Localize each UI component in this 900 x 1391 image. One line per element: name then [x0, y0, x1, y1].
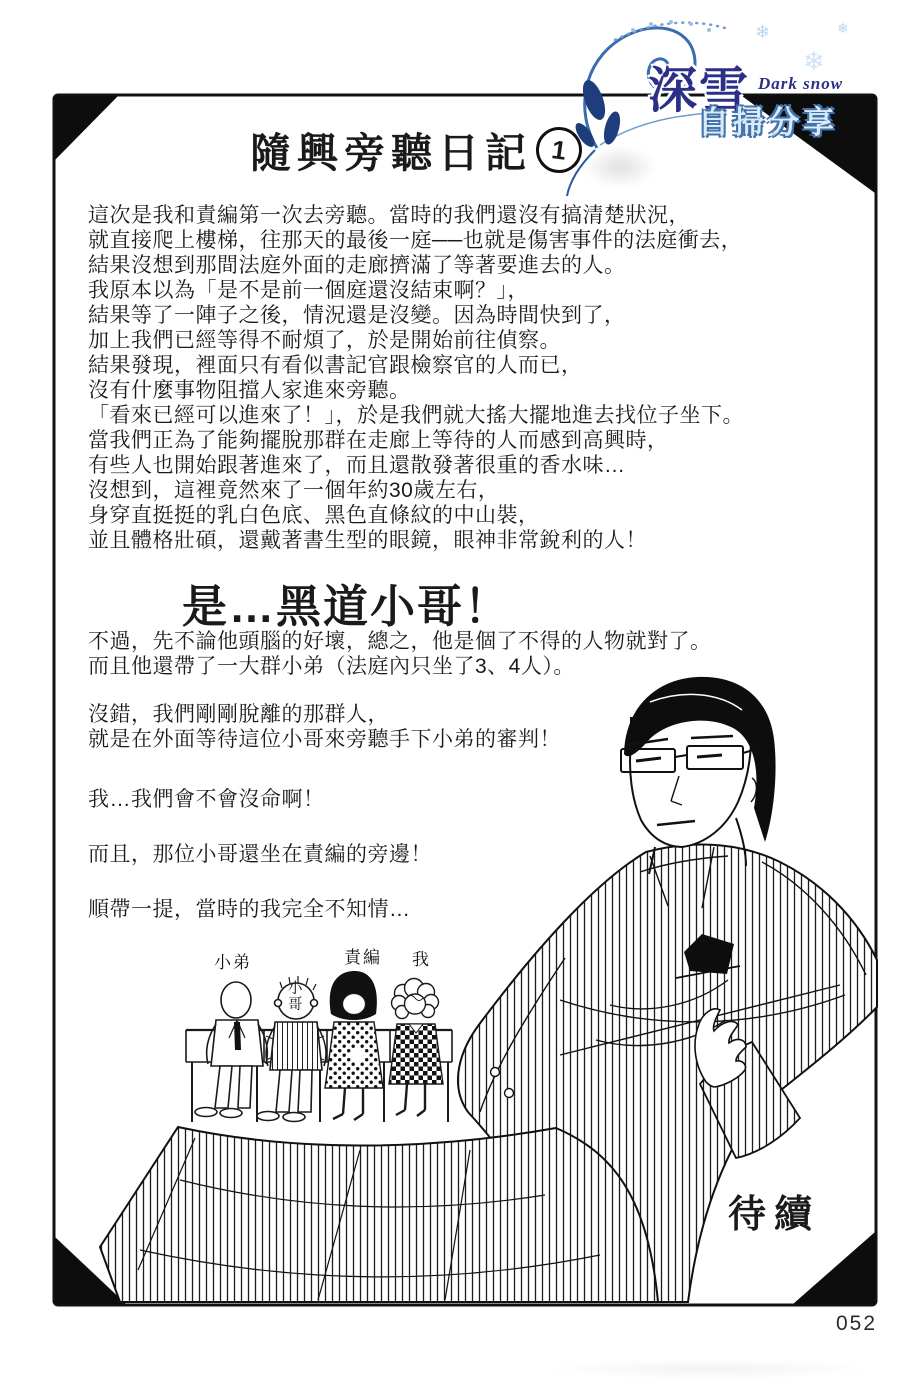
diary-line: 而且他還帶了一大群小弟（法庭內只坐了3、4人）。 [88, 655, 575, 678]
diary-paragraph-2 [88, 629, 712, 679]
diary-line: 結果等了一陣子之後，情況還是沒變。因為時間快到了， [88, 304, 626, 327]
diary-paragraph-5: 而且，那位小哥還坐在責編的旁邊！ [88, 843, 432, 866]
crossed-leg [100, 1127, 658, 1302]
label-boss-char2: 哥 [288, 997, 303, 1013]
diary-line: 沒想到，這裡竟然來了一個年約30歲左右， [88, 479, 500, 502]
label-author: 我 [412, 950, 429, 969]
corner-triangle-bottom-right [793, 1232, 875, 1304]
diary-line: 就是在外面等待這位小哥來旁聽手下小弟的審判！ [88, 728, 561, 751]
diary-line: 結果發現，裡面只有看似書記官跟檢察官的人而已， [88, 354, 583, 377]
figure-author [389, 979, 443, 1117]
corner-triangle-top-left [55, 96, 118, 160]
watermark-group-name-english: Dark snow [758, 74, 844, 93]
label-editor: 責編 [344, 948, 382, 967]
diary-headline: 是…黑道小哥！ [182, 581, 512, 632]
snowflake-icon: ❄ [803, 46, 825, 76]
label-boss-char1: 小 [288, 981, 303, 997]
diary-line: 結果沒想到那間法庭外面的走廊擠滿了等著要進去的人。 [88, 254, 626, 277]
to-be-continued-label: 待續 [728, 1194, 821, 1236]
page-title [250, 120, 582, 179]
title-episode-number: 1 [533, 124, 585, 176]
diary-line: 不過，先不論他頭腦的好壞，總之，他是個了不得的人物就對了。 [88, 630, 712, 653]
figure-editor [325, 971, 383, 1120]
watermark-tagline: 自掃分享 [698, 105, 838, 140]
snowflake-icon: ❄ [837, 20, 849, 36]
diary-paragraph-1 [88, 203, 744, 553]
diary-paragraph-6: 順帶一提，當時的我完全不知情… [88, 898, 411, 921]
diary-line: 沒有什麼事物阻擋人家進來旁聽。 [88, 379, 411, 402]
label-junior: 小弟 [214, 953, 252, 972]
snowflake-icon: ❄ [755, 22, 771, 42]
diary-line: 沒錯，我們剛剛脫離的那群人， [88, 703, 389, 726]
diary-line: 「看來已經可以進來了！」，於是我們就大搖大擺地進去找位子坐下。 [88, 404, 744, 427]
diary-line: 有些人也開始跟著進來了，而且還散發著很重的香水味… [88, 454, 626, 477]
diary-paragraph-4: 我…我們會不會沒命啊！ [88, 788, 325, 811]
diary-line: 加上我們已經等得不耐煩了，於是開始前往偵察。 [88, 329, 561, 352]
diary-line: 我原本以為「是不是前一個庭還沒結束啊？」， [88, 279, 529, 302]
page-number: 052 [836, 1312, 878, 1335]
diary-line: 就直接爬上樓梯，往那天的最後一庭──也就是傷害事件的法庭衝去， [88, 229, 743, 252]
diary-line: 並且體格壯碩，還戴著書生型的眼鏡，眼神非常銳利的人！ [88, 529, 647, 552]
diary-line: 身穿直挺挺的乳白色底、黑色直條紋的中山裝， [88, 504, 540, 527]
corner-triangle-top-right [742, 96, 875, 193]
watermark-group-name: 深雪 [648, 64, 751, 118]
diary-paragraph-3 [88, 702, 561, 752]
diary-line: 當我們正為了能夠擺脫那群在走廊上等待的人而感到高興時， [88, 429, 669, 452]
diary-line: 這次是我和責編第一次去旁聽。當時的我們還沒有搞清楚狀況， [88, 204, 690, 227]
page-title-text: 隨興旁聽日記 [250, 130, 532, 176]
